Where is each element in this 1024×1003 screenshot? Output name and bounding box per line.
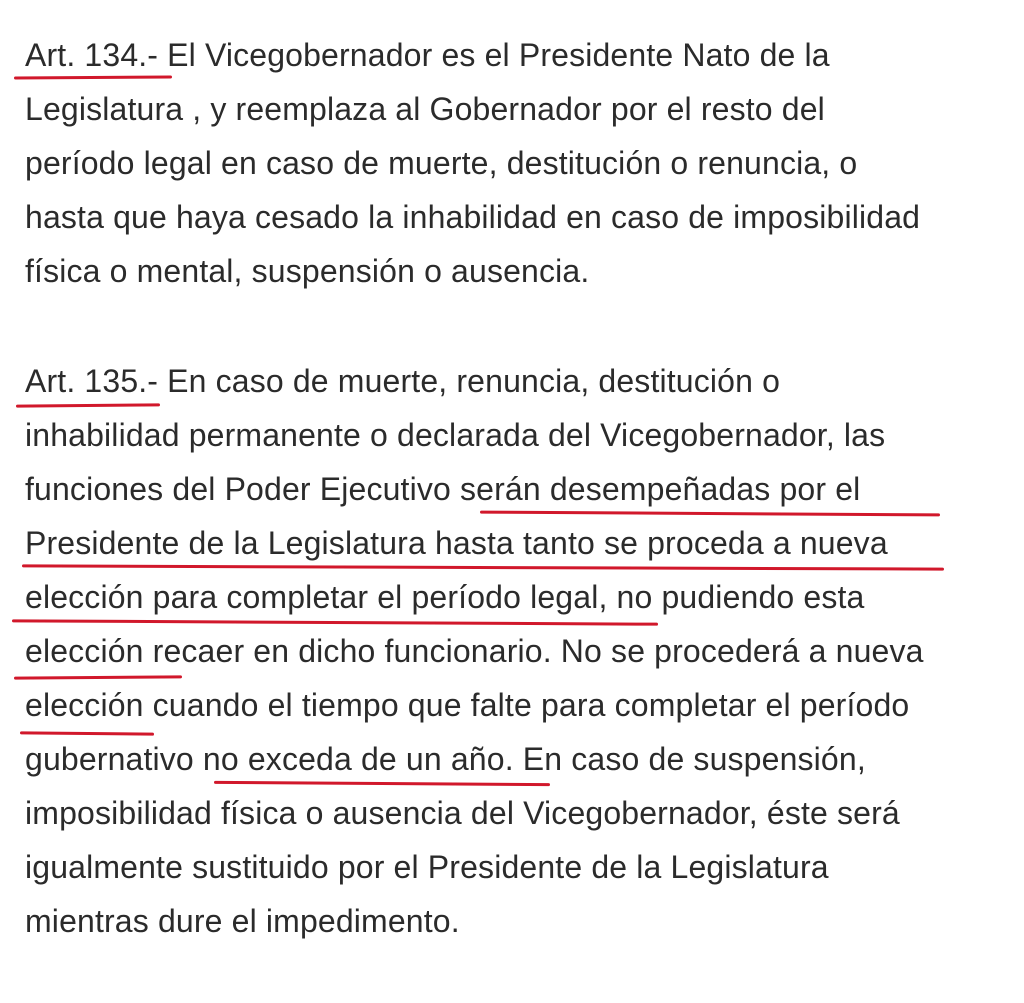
- underline-mark: [20, 731, 154, 735]
- article-135-line-3: funciones del Poder Ejecutivo serán desempeñadas por el: [25, 471, 861, 507]
- article-135-line-6: elección recaer en dicho funcionario. No se procederá a nueva: [25, 633, 924, 669]
- article-135-line-10: igualmente sustituido por el Presidente de la Legislatura: [25, 849, 829, 885]
- article-134-line-4: hasta que haya cesado la inhabilidad en caso de imposibilidad: [25, 199, 921, 235]
- article-134-line-5: física o mental, suspensión o ausencia.: [25, 253, 590, 289]
- underline-mark: [14, 75, 172, 79]
- underline-mark: [214, 781, 550, 786]
- article-134-line-1: Art. 134.- El Vicegobernador es el Presidente Nato de la: [25, 37, 830, 73]
- article-135-line-7: elección cuando el tiempo que falte para completar el período: [25, 687, 910, 723]
- article-135-line-1: Art. 135.- En caso de muerte, renuncia, destitución o: [25, 363, 781, 399]
- article-135-line-4: Presidente de la Legislatura hasta tanto se proceda a nueva: [25, 525, 888, 561]
- article-135-line-9: imposibilidad física o ausencia del Vicegobernador, éste será: [25, 795, 900, 831]
- article-135-line-8: gubernativo no exceda de un año. En caso de suspensión,: [25, 741, 866, 777]
- article-135-line-2: inhabilidad permanente o declarada del Vicegobernador, las: [25, 417, 886, 453]
- article-134-line-2: Legislatura , y reemplaza al Gobernador por el resto del: [25, 91, 825, 127]
- article-135-line-5: elección para completar el período legal, no pudiendo esta: [25, 579, 865, 615]
- article-135-line-11: mientras dure el impedimento.: [25, 903, 460, 939]
- underline-mark: [12, 619, 658, 625]
- article-134-line-3: período legal en caso de muerte, destitución o renuncia, o: [25, 145, 858, 181]
- underline-mark: [14, 675, 182, 679]
- underline-mark: [480, 511, 940, 517]
- underline-mark: [16, 403, 160, 407]
- underline-mark: [22, 564, 944, 570]
